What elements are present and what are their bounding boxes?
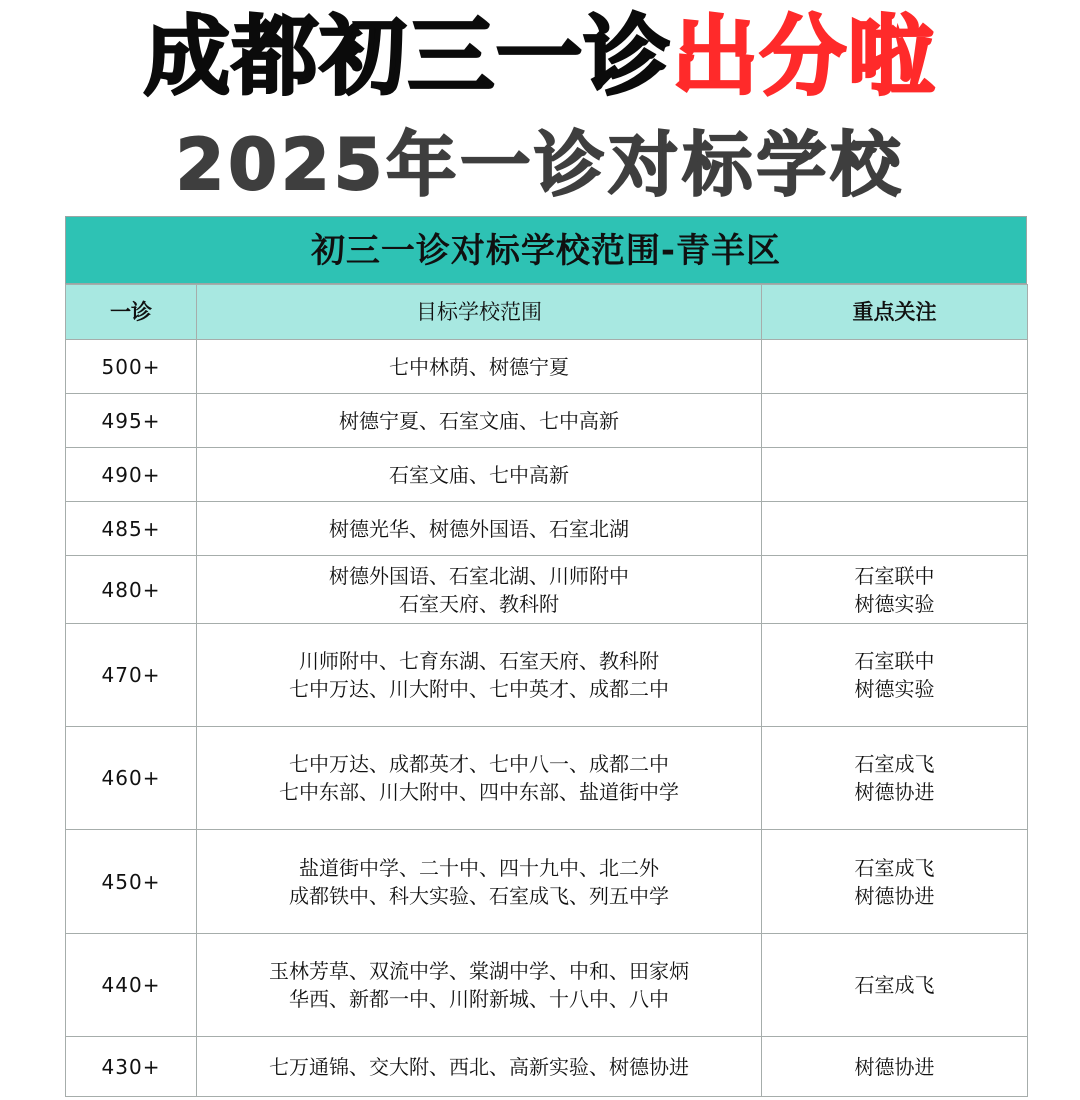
table-row [66,502,1028,556]
table-row [66,624,1028,727]
score-table [65,216,1029,1098]
school-line: 盐道街中学、二十中、四十九中、北二外 [299,855,659,880]
page-subtitle: 2025年一诊对标学校 [175,124,905,206]
page-title [0,2,1080,112]
focus-line: 树德协进 [854,883,935,908]
schools-cell [197,727,762,830]
schools-cell [197,394,762,448]
focus-cell [762,624,1028,727]
table-row [66,727,1028,830]
title-part-red: 出分啦 [672,7,936,107]
table-row [66,830,1028,934]
focus-cell [762,727,1028,830]
school-line: 七万通锦、交大附、西北、高新实验、树德协进 [269,1054,689,1079]
schools-cell [197,448,762,502]
score-cell: 490+ [66,448,197,502]
focus-cell [762,502,1028,556]
table-row [66,934,1028,1037]
school-line: 七中东部、川大附中、四中东部、盐道街中学 [279,780,679,804]
table-row [66,448,1028,502]
table-heading: 初三一诊对标学校范围-青羊区 [65,216,1027,284]
focus-line: 石室成飞 [854,752,935,776]
schools-cell [197,1037,762,1097]
column-header-schools: 目标学校范围 [197,285,762,340]
table-row [66,394,1028,448]
focus-line: 树德实验 [854,677,935,701]
schools-cell [197,340,762,394]
focus-line: 树德协进 [854,1054,935,1079]
score-cell: 460+ [66,727,197,830]
focus-cell [762,1037,1028,1097]
focus-cell [762,830,1028,934]
score-cell: 430+ [66,1037,197,1097]
school-line: 石室天府、教科附 [399,591,559,616]
table-row [66,340,1028,394]
score-cell: 450+ [66,830,197,934]
school-line: 树德光华、树德外国语、石室北湖 [329,516,629,541]
focus-line: 石室成飞 [854,973,935,997]
column-header-score: 一诊 [66,285,197,340]
focus-line: 石室联中 [854,649,935,673]
score-cell: 480+ [66,556,197,624]
schools-cell [197,934,762,1037]
schools-cell [197,624,762,727]
focus-line: 石室联中 [854,563,935,588]
school-line: 成都铁中、科大实验、石室成飞、列五中学 [289,883,669,908]
schools-cell [197,556,762,624]
score-cell: 495+ [66,394,197,448]
column-header-focus: 重点关注 [762,285,1028,340]
table-header-row [66,285,1028,340]
school-line: 华西、新都一中、川附新城、十八中、八中 [289,987,669,1011]
school-line: 树德宁夏、石室文庙、七中高新 [339,408,619,433]
table-row [66,556,1028,624]
title-part-black: 成都初三一诊 [144,7,672,107]
school-line: 玉林芳草、双流中学、棠湖中学、中和、田家炳 [269,959,689,983]
score-cell: 485+ [66,502,197,556]
focus-cell [762,340,1028,394]
school-line: 川师附中、七育东湖、石室天府、教科附 [299,649,659,673]
score-cell: 470+ [66,624,197,727]
school-line: 石室文庙、七中高新 [389,462,569,487]
focus-line: 树德协进 [854,780,935,804]
score-cell: 440+ [66,934,197,1037]
table-body [66,340,1028,1097]
school-line: 树德外国语、石室北湖、川师附中 [329,563,629,588]
school-line: 七中林荫、树德宁夏 [389,354,569,379]
school-line: 七中万达、成都英才、七中八一、成都二中 [289,752,669,776]
focus-cell [762,394,1028,448]
focus-cell [762,556,1028,624]
score-grid [65,284,1028,1097]
score-cell: 500+ [66,340,197,394]
schools-cell [197,830,762,934]
focus-line: 树德实验 [854,591,935,616]
school-line: 七中万达、川大附中、七中英才、成都二中 [289,677,669,701]
table-row [66,1037,1028,1097]
schools-cell [197,502,762,556]
focus-line: 石室成飞 [854,855,935,880]
focus-cell [762,448,1028,502]
focus-cell [762,934,1028,1037]
